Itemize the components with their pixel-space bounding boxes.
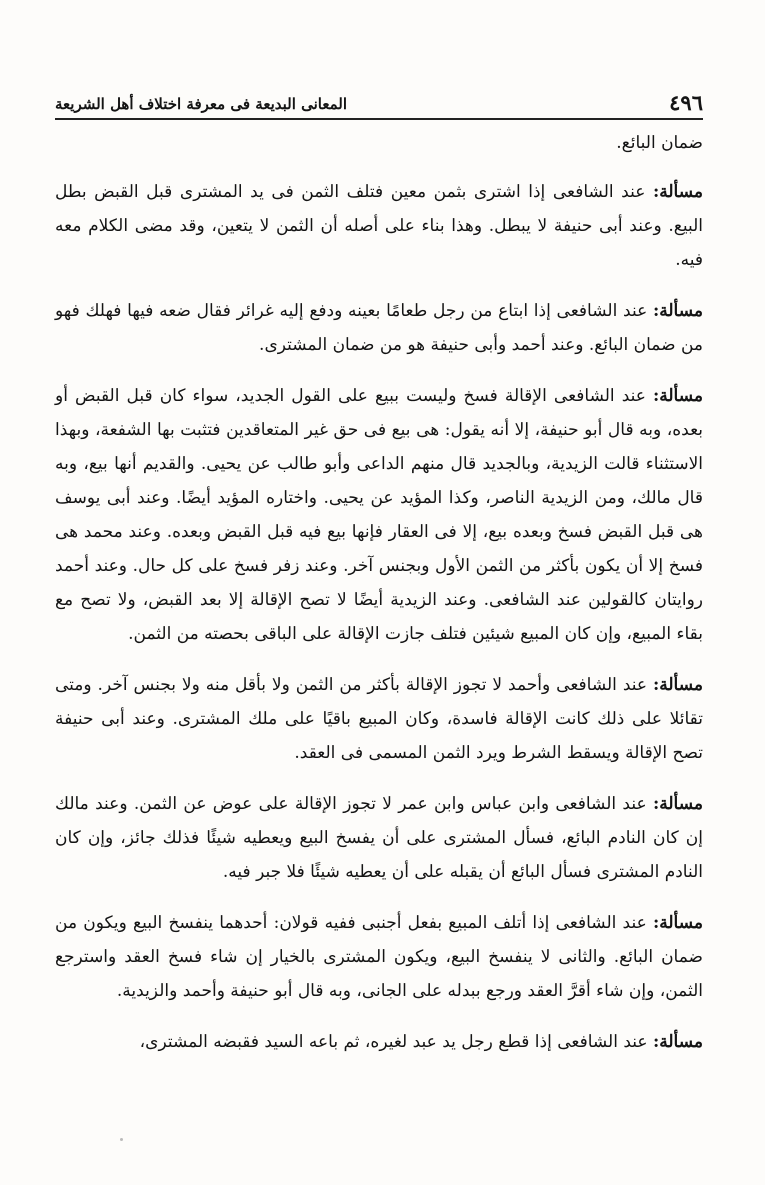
paragraph-masala-5 (55, 787, 703, 889)
page-header (55, 88, 703, 120)
page-number: ٤٩٦ (669, 90, 703, 115)
paragraph-label: مسألة: (652, 386, 704, 406)
paragraph-masala-2 (55, 294, 703, 362)
paragraph-text: عند الشافعى وأحمد لا تجوز الإقالة بأكثر من الثمن ولا بأقل منه ولا بجنس آخر. ومتى تقائلا على ذلك كانت الإقالة فاسدة، وكان المبيع باقيًا على ملك المشترى. وعند أبى حنيفة تصح الإقالة ويسقط الشرط ويرد الثمن المسمى فى العقد. (55, 675, 703, 763)
paragraph-text: عند الشافعى إذا أتلف المبيع بفعل أجنبى ففيه قولان: أحدهما ينفسخ البيع ويكون من ضمان البائع. والثانى لا ينفسخ البيع، ويكون المشترى بالخيار إن شاء فسخ العقد واسترجع الثمن، وإن شاء أقرَّ العقد ورجع ببدله على الجانى، وبه قال أبو حنيفة وأحمد والزيدية. (55, 913, 703, 1001)
paragraph-label: مسألة: (652, 913, 703, 933)
paragraph-label: مسألة: (652, 794, 704, 814)
paragraph-label: مسألة: (652, 301, 704, 321)
paragraph-text: عند الشافعى إذا اشترى بثمن معين فتلف الثمن فى يد المشترى قبل القبض بطل البيع. وعند أبى حنيفة لا يبطل. وهذا بناء على أصله أن الثمن لا يتعين، وقد مضى الكلام معه فيه. (55, 182, 703, 270)
body-text (55, 126, 703, 1076)
paragraph-text: ضمان البائع. (616, 133, 703, 153)
scan-speck (120, 1138, 123, 1141)
paragraph-continuation (55, 126, 703, 160)
paragraph-label: مسألة: (652, 675, 703, 695)
paragraph-text: عند الشافعى الإقالة فسخ وليست ببيع على القول الجديد، سواء كان قبل القبض أو بعده، وبه قال أبو حنيفة، إلا أنه يقول: هى بيع فى حق غير المتعاقدين فتثبت بها الشفعة، وبهذا الاستثناء قالت الزيدية، وبالجديد قال منهم الداعى وأبو طالب عن يحيى. والقديم أنها بيع، وبه قال مالك، ومن الزيدية الناصر، وكذا المؤيد عن يحيى. واختاره المؤيد أيضًا. وعند أبى يوسف هى قبل القبض فسخ وبعده بيع، إلا فى العقار فإنها بيع فيه قبل القبض وبعده. وعند محمد هى فسخ إلا أن يكون بأكثر من الثمن الأول وبجنس آخر. وعند زفر فسخ على كل حال. وعند أحمد روايتان كالقولين عند الشافعى. وعند الزيدية أيضًا لا تصح الإقالة إلا بعد القبض، ولا تصح مع بقاء المبيع، وإن كان المبيع شيئين فتلف جازت الإقالة على الباقى بحصته من الثمن. (55, 386, 703, 644)
running-title: المعانى البديعة فى معرفة اختلاف أهل الشريعة (55, 95, 348, 113)
paragraph-masala-7 (55, 1025, 703, 1059)
paragraph-masala-6 (55, 906, 703, 1008)
paragraph-label: مسألة: (652, 182, 704, 202)
paragraph-masala-4 (55, 668, 703, 770)
paragraph-masala-3 (55, 379, 703, 651)
paragraph-text: عند الشافعى وابن عباس وابن عمر لا تجوز الإقالة على عوض عن الثمن. وعند مالك إن كان النادم البائع، فسأل المشترى على أن يفسخ البيع ويعطيه شيئًا فذلك جائز، وإن كان النادم المشترى فسأل البائع أن يقبله على أن يعطيه شيئًا فلا جبر فيه. (55, 794, 703, 882)
paragraph-text: عند الشافعى إذا قطع رجل يد عبد لغيره، ثم باعه السيد فقبضه المشترى، (139, 1032, 648, 1052)
paragraph-text: عند الشافعى إذا ابتاع من رجل طعامًا بعينه ودفع إليه غرائر فقال ضعه فيها فهلك فهو من ضمان البائع. وعند أحمد وأبى حنيفة هو من ضمان المشترى. (55, 301, 703, 355)
paragraph-masala-1 (55, 175, 703, 277)
paragraph-label: مسألة: (652, 1032, 703, 1052)
